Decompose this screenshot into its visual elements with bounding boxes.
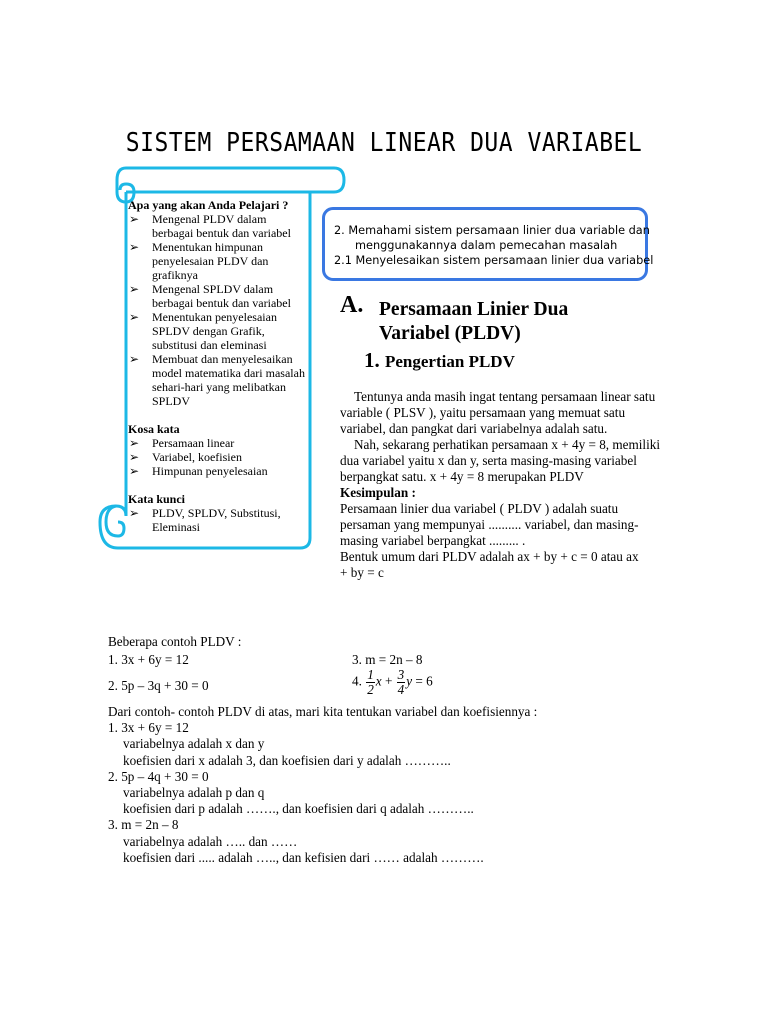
list-item: ➢ Mengenal PLDV dalam berbagai bentuk dan variabel xyxy=(128,212,308,240)
keywords-list xyxy=(128,506,308,534)
paragraph: Tentunya anda masih ingat tentang persamaan linear satu variable ( PLSV ), yaitu persamaan yang memuat satu variabel, dan pangkat dari variabelnya adalah satu. xyxy=(340,389,656,436)
definition-paragraphs xyxy=(340,389,660,581)
sidebar-heading-learn: Apa yang akan Anda Pelajari ? xyxy=(128,198,289,212)
list-item: ➢ Persamaan linear xyxy=(128,436,308,450)
exercise-line: variabelnya adalah ….. dan …… xyxy=(123,833,298,849)
exercise-line: variabelnya adalah x dan y xyxy=(123,736,265,752)
exercise-line: 2. 5p – 4q + 30 = 0 xyxy=(108,768,209,784)
exercise-line: koefisien dari x adalah 3, dan koefisien dari y adalah ……….. xyxy=(123,752,451,768)
section-letter: A. xyxy=(340,292,364,318)
paragraph: Bentuk umum dari PLDV adalah ax + by + c = 0 atau ax + by = c xyxy=(340,549,639,580)
list-item: ➢ PLDV, SPLDV, Substitusi, Eleminasi xyxy=(128,506,308,534)
exercise-line: koefisien dari p adalah ……., dan koefisien dari q adalah ……….. xyxy=(123,801,474,817)
example-item-fraction: 4. $\frac{1}{2}$ x + $\frac{3}{4}$ y = 6 xyxy=(352,667,433,697)
list-item: ➢ Menentukan penyelesaian SPLDV dengan Grafik, substitusi dan eleminasi xyxy=(128,310,308,352)
list-item: ➢ Himpunan penyelesaian xyxy=(128,464,308,478)
exercise-intro: Dari contoh- contoh PLDV di atas, mari kita tentukan variabel dan koefisiennya : xyxy=(108,704,538,719)
sidebar-heading-keywords: Kata kunci xyxy=(128,492,186,506)
exercise-line: 3. m = 2n – 8 xyxy=(108,817,179,833)
list-item: ➢ Mengenal SPLDV dalam berbagai bentuk dan variabel xyxy=(128,282,308,310)
list-item: ➢ Membuat dan menyelesaikan model matematika dari masalah sehari-hari yang melibatkan SPLDV xyxy=(128,352,308,408)
paragraph: Nah, sekarang perhatikan persamaan x + 4y = 8, memiliki dua variabel yaitu x dan y, serta masing-masing variabel berpangkat satu. x + 4y = 8 merupakan PLDV xyxy=(340,437,661,484)
vocabulary-list xyxy=(128,436,308,478)
examples-heading: Beberapa contoh PLDV : xyxy=(108,634,242,649)
sidebar-heading-vocabulary: Kosa kata xyxy=(128,422,180,436)
exercise-line: 1. 3x + 6y = 12 xyxy=(108,720,189,736)
subsection-title: Pengertian PLDV xyxy=(385,352,515,371)
section-title xyxy=(379,298,639,346)
list-item: ➢ Variabel, koefisien xyxy=(128,450,308,464)
paragraph: Persamaan linier dua variabel ( PLDV ) adalah suatu persaman yang mempunyai .......... variabel, dan masing- masing variabel berpangkat ......... . xyxy=(340,501,639,548)
exercise-line: variabelnya adalah p dan q xyxy=(123,785,265,801)
exercise-section xyxy=(108,704,537,866)
competency-line: menggunakannya dalam pemecahan masalah xyxy=(355,239,618,252)
conclusion-label: Kesimpulan : xyxy=(340,485,416,500)
list-item: ➢ Menentukan himpunan penyelesaian PLDV dan grafiknya xyxy=(128,240,308,282)
section-title-line: Variabel (PLDV) xyxy=(379,323,521,344)
section-title-line: Persamaan Linier Dua xyxy=(379,299,569,320)
subsection-number: 1. xyxy=(364,348,380,372)
exercise-line: koefisien dari ..... adalah ….., dan kefisien dari …… adalah ………. xyxy=(123,849,484,865)
fraction: $\frac{3}{4}$ xyxy=(397,667,405,697)
example-item: 2. 5p – 3q + 30 = 0 xyxy=(108,678,209,693)
competency-box xyxy=(322,207,654,281)
page-title: SISTEM PERSAMAAN LINEAR DUA VARIABEL xyxy=(125,128,643,158)
fraction: $\frac{1}{2}$ xyxy=(367,667,374,697)
scroll-content xyxy=(128,198,308,534)
example-item: 1. 3x + 6y = 12 xyxy=(108,652,189,667)
competency-line: 2.1 Menyelesaikan sistem persamaan linier dua variabel xyxy=(334,254,654,267)
competency-line: 2. Memahami sistem persamaan linier dua variable dan xyxy=(334,224,650,237)
example-item: 3. m = 2n – 8 xyxy=(352,652,423,667)
learn-list xyxy=(128,212,308,408)
